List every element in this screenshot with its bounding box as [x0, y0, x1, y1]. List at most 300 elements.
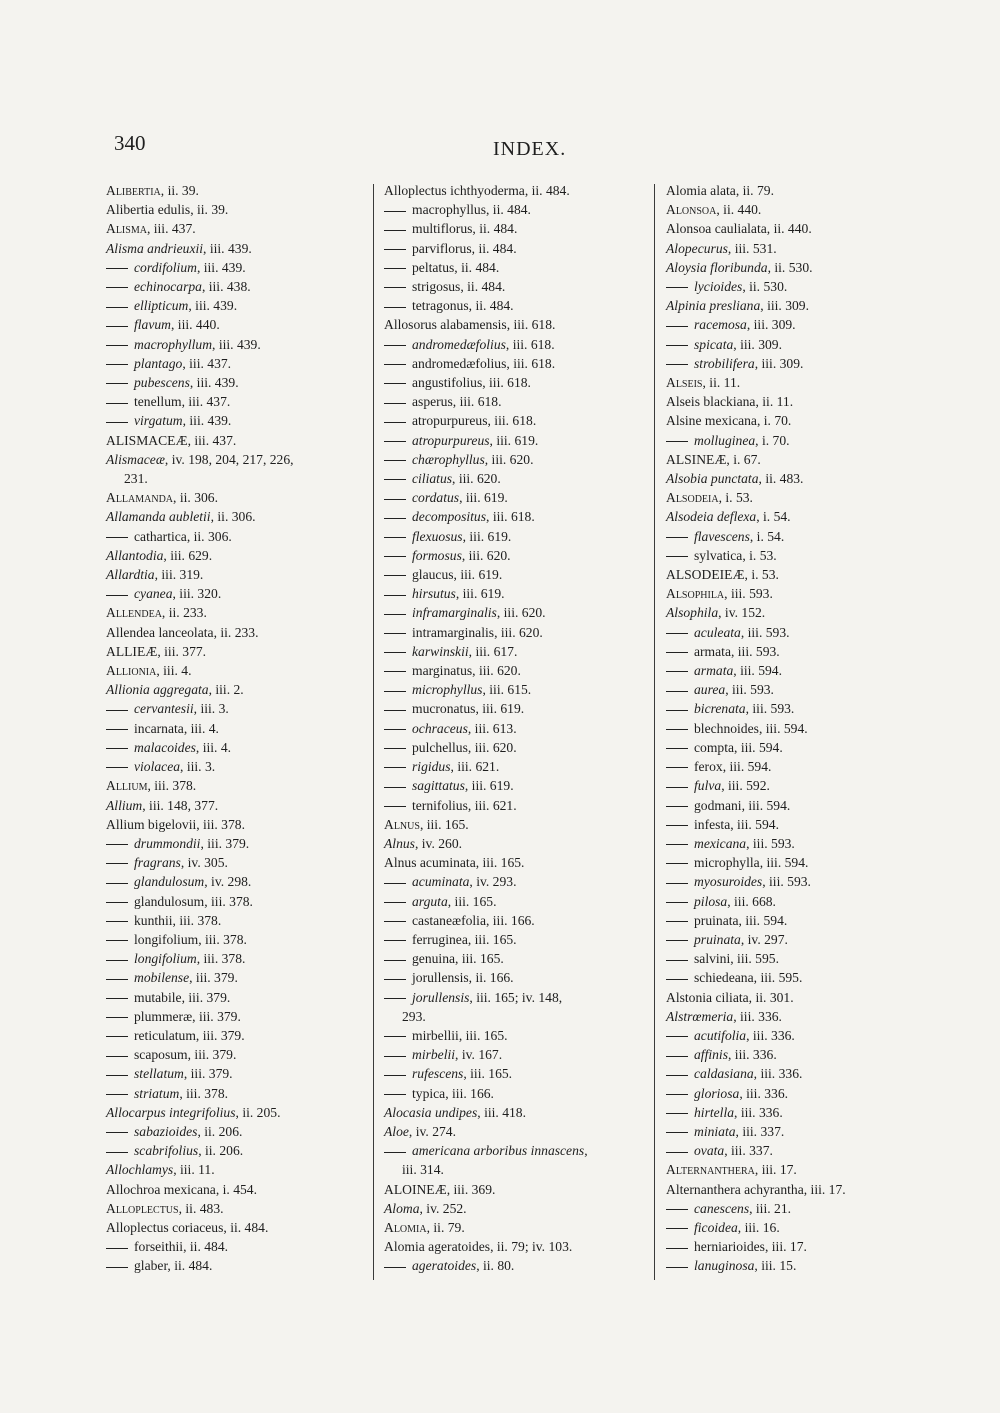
- entry-term: incarnata: [134, 720, 184, 736]
- entry-reference: , iii. 337.: [735, 1123, 785, 1139]
- index-entry: [106, 277, 358, 296]
- index-entry: [666, 623, 896, 642]
- entry-term: microphylla: [694, 855, 760, 871]
- ditto-dash: [384, 383, 406, 384]
- entry-reference: , iii. 593.: [724, 586, 773, 602]
- ditto-dash: [666, 710, 688, 711]
- ditto-dash: [666, 652, 688, 653]
- ditto-dash: [384, 211, 406, 212]
- entry-term: Allamanda aubletii: [106, 509, 211, 525]
- index-entry: [384, 507, 644, 526]
- entry-term: Allendea: [106, 605, 162, 621]
- ditto-dash: [384, 652, 406, 653]
- ditto-dash: [384, 614, 406, 615]
- ditto-dash: [384, 710, 406, 711]
- entry-term: Allochroa mexicana: [106, 1181, 216, 1197]
- entry-term: bicrenata: [694, 701, 746, 717]
- entry-term: pruinata: [694, 912, 739, 928]
- entry-term: spicata: [694, 336, 734, 352]
- entry-reference: , iv. 293.: [469, 874, 517, 890]
- entry-reference: , iii. 336.: [728, 1047, 777, 1063]
- entry-term: ciliatus: [412, 471, 453, 487]
- entry-term: Allium: [106, 778, 148, 794]
- ditto-dash: [666, 729, 688, 730]
- ditto-dash: [106, 902, 128, 903]
- ditto-dash: [106, 422, 128, 423]
- entry-reference: , iv. 167.: [455, 1047, 503, 1063]
- ditto-dash: [666, 691, 688, 692]
- index-entry: [384, 776, 644, 795]
- entry-term: intramarginalis: [412, 624, 495, 640]
- entry-reference: , iii. 165.: [463, 1066, 513, 1082]
- entry-reference: , iii. 618.: [506, 355, 556, 371]
- index-entry: [666, 872, 896, 891]
- entry-term: Alloplectus ichthyoderma: [384, 183, 525, 198]
- index-entry: [384, 1160, 644, 1179]
- ditto-dash: [666, 787, 688, 788]
- ditto-dash: [384, 940, 406, 941]
- entry-term: Alocasia undipes: [384, 1104, 478, 1120]
- entry-reference: 293.: [402, 1008, 426, 1024]
- index-entry: [106, 1084, 358, 1103]
- entry-term: pilosa: [694, 893, 728, 909]
- ditto-dash: [666, 1132, 688, 1133]
- ditto-dash: [384, 1152, 406, 1153]
- entry-reference: , ii. 484.: [223, 1219, 269, 1235]
- entry-reference: , ii. 306.: [186, 528, 232, 544]
- entry-reference: , iii. 165.: [467, 931, 517, 947]
- entry-term: Alternanthera achyrantha: [666, 1181, 804, 1197]
- entry-reference: , ii. 11.: [755, 394, 794, 410]
- entry-term: myosuroides: [694, 874, 763, 890]
- entry-term: asperus: [412, 394, 453, 410]
- entry-term: scaposum: [134, 1047, 188, 1063]
- entry-reference: , iii. 593.: [730, 643, 780, 659]
- entry-term: flavescens: [694, 528, 750, 544]
- ditto-dash: [666, 902, 688, 903]
- entry-reference: iii. 314.: [402, 1162, 444, 1178]
- ditto-dash: [106, 326, 128, 327]
- ditto-dash: [106, 844, 128, 845]
- entry-reference: , iii. 620.: [467, 739, 517, 755]
- entry-reference: , ii. 79.: [426, 1219, 465, 1235]
- entry-term: microphyllus: [412, 682, 483, 698]
- ditto-dash: [106, 1248, 128, 1249]
- entry-reference: , iii. 439.: [189, 375, 239, 391]
- entry-term: sagittatus: [412, 778, 465, 794]
- entry-reference: , iii. 379.: [192, 1008, 241, 1024]
- entry-reference: , ii. 306.: [173, 490, 218, 506]
- index-entry: [384, 1045, 644, 1064]
- entry-term: Allamanda: [106, 490, 174, 506]
- entry-term: cordatus: [412, 490, 460, 506]
- index-entry: [666, 200, 896, 219]
- index-entry: [666, 1141, 896, 1160]
- index-entry: [384, 1064, 644, 1083]
- ditto-dash: [384, 422, 406, 423]
- ditto-dash: [666, 1209, 688, 1210]
- entry-reference: , ii. 484.: [472, 221, 518, 237]
- entry-reference: , iii. 619.: [453, 567, 503, 583]
- entry-reference: , iii. 4.: [195, 739, 232, 755]
- entry-reference: , ii. 205.: [235, 1104, 281, 1120]
- index-entry: [666, 1122, 896, 1141]
- entry-reference: , ii. 530.: [767, 259, 813, 275]
- entry-term: Aloe: [384, 1123, 409, 1139]
- index-entry: [106, 661, 358, 680]
- entry-term: Alstrœmeria: [666, 1008, 734, 1024]
- entry-reference: , iii. 618.: [506, 317, 556, 333]
- entry-reference: , iii. 594.: [722, 759, 772, 775]
- ditto-dash: [384, 748, 406, 749]
- entry-reference: , ii. 484.: [454, 259, 500, 275]
- ditto-dash: [106, 345, 128, 346]
- entry-reference: , ii. 484.: [524, 183, 570, 198]
- index-entry: [666, 354, 896, 373]
- index-entry: [666, 239, 896, 258]
- index-entry: [384, 699, 644, 718]
- entry-reference: , iii. 618.: [487, 413, 537, 429]
- entry-term: ellipticum: [134, 298, 189, 314]
- ditto-dash: [666, 825, 688, 826]
- entry-term: Allantodia: [106, 547, 164, 563]
- entry-term: scabrifolius: [134, 1143, 199, 1159]
- index-entry: [384, 642, 644, 661]
- index-entry: [384, 719, 644, 738]
- ditto-dash: [384, 691, 406, 692]
- entry-reference: , i. 70.: [755, 432, 790, 448]
- entry-reference: , iii. 309.: [760, 298, 809, 314]
- entry-term: Alopecurus: [666, 240, 728, 256]
- index-entry: [666, 815, 896, 834]
- entry-term: americana arboribus innascens: [412, 1143, 585, 1159]
- entry-term: Alisma: [106, 221, 147, 237]
- index-entry: [384, 1141, 644, 1160]
- entry-term: fragrans: [134, 855, 181, 871]
- entry-reference: , iii. 336.: [739, 1085, 789, 1101]
- entry-term: racemosa: [694, 317, 747, 333]
- entry-reference: , iii. 620.: [494, 624, 543, 640]
- index-entry: [666, 603, 896, 622]
- ditto-dash: [384, 403, 406, 404]
- entry-term: glandulosum: [134, 893, 205, 909]
- entry-reference: , iii. 379.: [187, 1047, 237, 1063]
- entry-term: Alnus: [384, 835, 415, 851]
- index-entry: [106, 719, 358, 738]
- ditto-dash: [666, 806, 688, 807]
- index-entry: [106, 1160, 358, 1179]
- index-entry: [106, 239, 358, 258]
- entry-term: multiflorus: [412, 221, 473, 237]
- index-entry: [666, 757, 896, 776]
- index-entry: [666, 527, 896, 546]
- entry-reference: , iii. 379.: [200, 835, 250, 851]
- entry-term: mirbelii: [412, 1047, 456, 1063]
- entry-reference: , iii. 439.: [203, 240, 252, 256]
- ditto-dash: [666, 287, 688, 288]
- index-entry: [384, 1103, 644, 1122]
- entry-term: Allionia aggregata: [106, 682, 209, 698]
- index-entry: [106, 949, 358, 968]
- index-entry: [666, 1007, 896, 1026]
- index-entry: [384, 988, 644, 1007]
- entry-term: Allium bigelovii: [106, 816, 197, 832]
- entry-term: lycioides: [694, 279, 743, 295]
- index-entry: [384, 949, 644, 968]
- entry-reference: , ii. 483.: [758, 471, 804, 487]
- index-entry: [384, 584, 644, 603]
- index-entry: [106, 776, 358, 795]
- index-entry: [666, 738, 896, 757]
- ditto-dash: [666, 844, 688, 845]
- index-column-2: [384, 181, 644, 1276]
- entry-reference: , iii. 16.: [737, 1219, 780, 1235]
- index-entry: [666, 911, 896, 930]
- index-entry: [384, 815, 644, 834]
- index-entry: [666, 988, 896, 1007]
- entry-reference: , ii. 166.: [468, 970, 514, 986]
- index-entry: [384, 968, 644, 987]
- entry-reference: , i. 70.: [756, 413, 792, 429]
- entry-reference: , iii. 11.: [173, 1162, 215, 1178]
- entry-term: strigosus: [412, 279, 461, 295]
- entry-term: Alsophila: [666, 586, 725, 602]
- index-entry: [384, 200, 644, 219]
- entry-term: pubescens: [134, 375, 190, 391]
- index-entry: [666, 853, 896, 872]
- index-entry: [106, 392, 358, 411]
- entry-reference: , iii. 378.: [198, 931, 247, 947]
- index-entry: [666, 1103, 896, 1122]
- entry-reference: , iii. 437.: [146, 221, 196, 237]
- index-entry: [384, 335, 644, 354]
- index-column-3: [666, 181, 896, 1276]
- index-entry: [666, 219, 896, 238]
- ditto-dash: [666, 1036, 688, 1037]
- index-entry: [384, 1122, 644, 1141]
- entry-reference: , iii. 595.: [753, 970, 803, 986]
- index-entry: [384, 1237, 644, 1256]
- index-entry: [106, 507, 358, 526]
- entry-term: compta: [694, 739, 735, 755]
- entry-reference: , iii. 619.: [489, 432, 539, 448]
- entry-reference: , ii. 233.: [213, 624, 259, 640]
- index-entry: [384, 527, 644, 546]
- ditto-dash: [384, 364, 406, 365]
- index-entry: [106, 699, 358, 718]
- entry-reference: , iii. 379.: [183, 1066, 233, 1082]
- entry-reference: , iii. 165.: [458, 1027, 508, 1043]
- index-entry: [384, 296, 644, 315]
- index-entry: [666, 335, 896, 354]
- entry-reference: , iii. 437.: [182, 355, 232, 371]
- entry-reference: , ii. 440.: [716, 202, 762, 218]
- index-entry: [106, 181, 358, 200]
- entry-reference: , ii. 306.: [210, 509, 256, 525]
- index-entry: [666, 1199, 896, 1218]
- index-entry: [666, 315, 896, 334]
- index-entry: [106, 872, 358, 891]
- entry-reference: , i. 67.: [726, 451, 761, 467]
- entry-reference: , iii. 440.: [171, 317, 220, 333]
- ditto-dash: [666, 537, 688, 538]
- index-entry: [666, 834, 896, 853]
- index-entry: [106, 219, 358, 238]
- entry-term: sylvatica: [694, 547, 743, 563]
- ditto-dash: [384, 633, 406, 634]
- index-entry: [666, 1256, 896, 1275]
- index-entry: [384, 546, 644, 565]
- entry-term: Alseis: [666, 375, 703, 391]
- entry-term: Alsodeia: [666, 490, 719, 506]
- entry-term: typica: [412, 1085, 446, 1101]
- index-entry: [666, 546, 896, 565]
- ditto-dash: [106, 1152, 128, 1153]
- entry-term: rufescens: [412, 1066, 464, 1082]
- index-entry: [106, 796, 358, 815]
- entry-reference: , iii. 439.: [188, 298, 238, 314]
- entry-reference: , ii. 484.: [460, 279, 506, 295]
- index-entry: [384, 930, 644, 949]
- entry-term: miniata: [694, 1123, 736, 1139]
- entry-term: Alibertia: [106, 183, 161, 198]
- entry-term: kunthii: [134, 912, 173, 928]
- entry-term: infesta: [694, 816, 731, 832]
- entry-reference: , i. 53.: [742, 547, 777, 563]
- entry-term: schiedeana: [694, 970, 754, 986]
- entry-reference: , iii. 595.: [730, 951, 779, 967]
- entry-reference: , iv. 305.: [180, 855, 228, 871]
- entry-term: echinocarpa: [134, 279, 202, 295]
- entry-reference: , iii. 594.: [734, 739, 783, 755]
- index-entry: [106, 1256, 358, 1275]
- entry-term: cathartica: [134, 528, 187, 544]
- entry-term: Alloplectus: [106, 1200, 179, 1216]
- ditto-dash: [106, 1036, 128, 1037]
- entry-reference: , ii. 233.: [161, 605, 207, 621]
- entry-term: macrophyllum: [134, 336, 213, 352]
- entry-reference: , iii. 594.: [759, 855, 809, 871]
- entry-reference: , i. 53.: [744, 567, 779, 583]
- entry-reference: , iii. 336.: [746, 1027, 795, 1043]
- index-entry: [666, 258, 896, 277]
- page-number: 340: [114, 131, 146, 155]
- ditto-dash: [384, 230, 406, 231]
- index-entry: [666, 642, 896, 661]
- entry-reference: , ii. 484.: [167, 1258, 213, 1274]
- entry-reference: , iii. 378.: [204, 893, 253, 909]
- entry-reference: , iii. 621.: [450, 759, 500, 775]
- ditto-dash: [666, 921, 688, 922]
- entry-reference: , iii. 337.: [724, 1143, 773, 1159]
- entry-term: plantago: [134, 355, 183, 371]
- index-entry: [106, 1103, 358, 1122]
- entry-reference: , i. 54.: [749, 528, 785, 544]
- ditto-dash: [106, 960, 128, 961]
- entry-reference: , iii. 336.: [733, 1008, 782, 1024]
- entry-term: mirbellii: [412, 1027, 459, 1043]
- entry-reference: , iii. 620.: [472, 663, 521, 679]
- entry-reference: , iii. 618.: [505, 336, 555, 352]
- entry-term: Alomia alata: [666, 183, 736, 198]
- entry-reference: , iii. 4.: [156, 663, 192, 679]
- index-entry: [106, 315, 358, 334]
- index-entry: [106, 930, 358, 949]
- entry-term: Alloplectus coriaceus: [106, 1219, 224, 1235]
- index-entry: [384, 181, 644, 200]
- entry-reference: , iii. 165.: [447, 893, 497, 909]
- entry-term: flavum: [134, 317, 171, 333]
- index-entry: [666, 1064, 896, 1083]
- index-entry: [384, 680, 644, 699]
- ditto-dash: [106, 979, 128, 980]
- entry-reference: , iii. 3.: [193, 701, 229, 717]
- index-entry: [384, 258, 644, 277]
- ditto-dash: [106, 998, 128, 999]
- entry-term: glandulosum: [134, 874, 205, 890]
- ditto-dash: [106, 1017, 128, 1018]
- index-entry: [384, 565, 644, 584]
- ditto-dash: [384, 1036, 406, 1037]
- entry-reference: , iii. 594.: [738, 912, 788, 928]
- entry-term: jorullensis: [412, 989, 470, 1005]
- entry-term: Allendea lanceolata: [106, 624, 214, 640]
- index-entry: [106, 603, 358, 622]
- index-entry: [106, 527, 358, 546]
- entry-term: tetragonus: [412, 298, 469, 314]
- index-entry: [106, 488, 358, 507]
- index-entry: [666, 661, 896, 680]
- entry-reference: , iii. 592.: [721, 778, 770, 794]
- ditto-dash: [666, 326, 688, 327]
- entry-reference: , iii. 309.: [746, 317, 796, 333]
- index-entry: [106, 411, 358, 430]
- entry-term: hirtella: [694, 1104, 735, 1120]
- entry-term: macrophyllus: [412, 202, 486, 218]
- ditto-dash: [666, 960, 688, 961]
- index-entry: [106, 1180, 358, 1199]
- index-entry: [666, 277, 896, 296]
- entry-term: decompositus: [412, 509, 487, 525]
- entry-reference: , iii. 2.: [208, 682, 244, 698]
- index-entry: [666, 565, 896, 584]
- index-entry: [384, 872, 644, 891]
- entry-term: Allardtia: [106, 567, 155, 583]
- entry-reference: , ii. 39.: [160, 183, 199, 198]
- index-entry: [666, 1237, 896, 1256]
- entry-reference: , iii. 593.: [740, 624, 790, 640]
- entry-term: affinis: [694, 1047, 728, 1063]
- index-entry: [666, 181, 896, 200]
- entry-reference: , iii. 620.: [452, 471, 501, 487]
- ditto-dash: [666, 748, 688, 749]
- entry-term: atropurpureus: [412, 413, 488, 429]
- entry-term: mexicana: [694, 835, 747, 851]
- entry-term: armata: [694, 663, 734, 679]
- entry-reference: , ii. 484.: [468, 298, 514, 314]
- index-entry: [666, 373, 896, 392]
- ditto-dash: [384, 307, 406, 308]
- entry-term: pulchellus: [412, 739, 468, 755]
- entry-reference: , iii. 17.: [754, 1162, 797, 1178]
- ditto-dash: [384, 806, 406, 807]
- ditto-dash: [384, 345, 406, 346]
- entry-reference: , iii. 377.: [157, 643, 207, 659]
- entry-reference: , iv. 260.: [414, 835, 463, 851]
- entry-reference: , ii. 206.: [197, 1123, 243, 1139]
- index-entry: [106, 200, 358, 219]
- index-entry: [666, 680, 896, 699]
